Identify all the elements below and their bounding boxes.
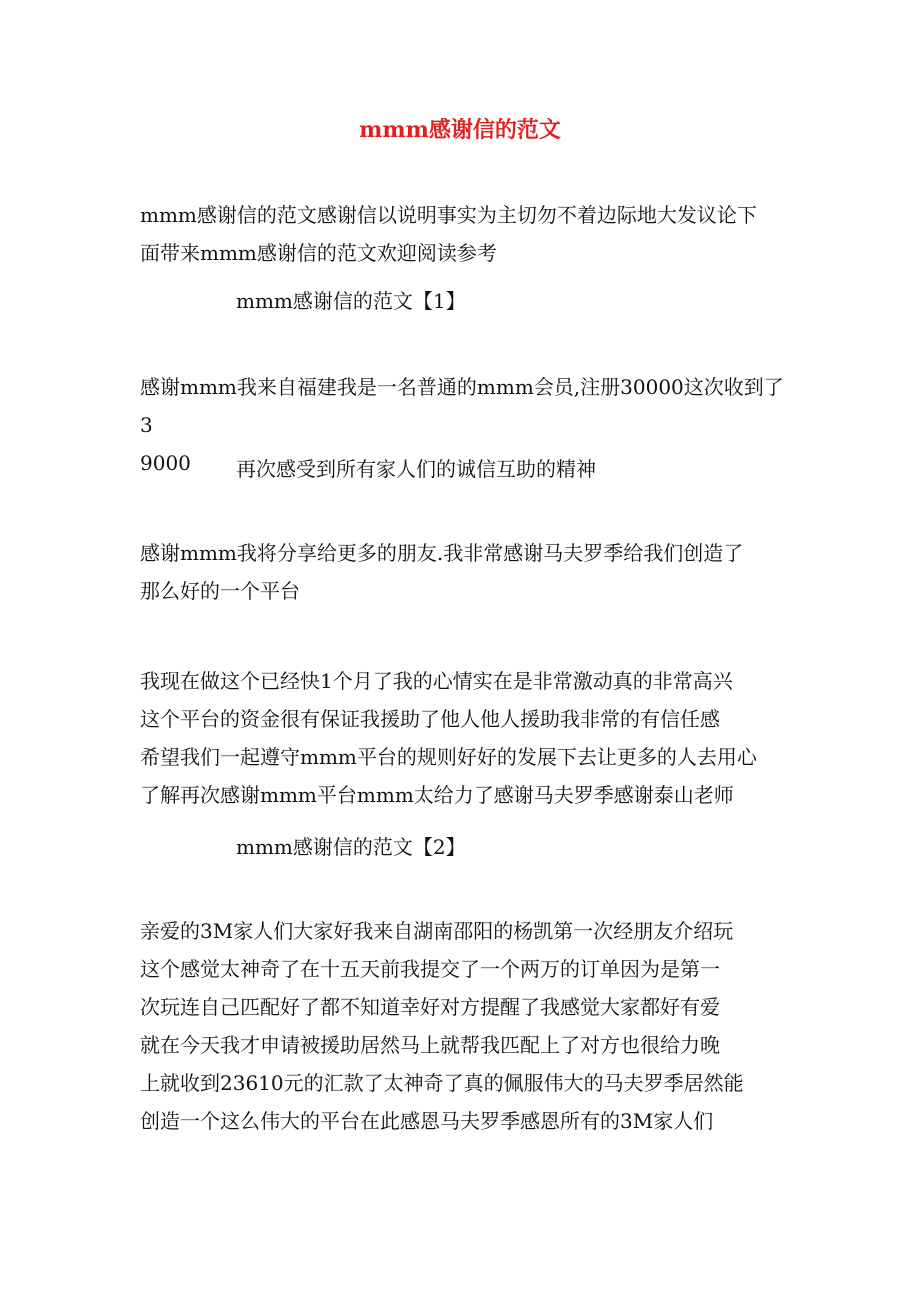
section-heading-1: mmm感谢信的范文【1】 (236, 289, 466, 313)
section-heading-2: mmm感谢信的范文【2】 (236, 835, 466, 859)
letter1-paragraph-2: 再次感受到所有家人们的诚信互助的精神 (236, 457, 596, 481)
letter2-paragraph-1: 亲爱的3M家人们大家好我来自湖南邵阳的杨凯第一次经朋友介绍玩 这个感觉太神奇了在十五天前我提交了一个两万的订单因为是第一 次玩连自己匹配好了都不知道幸好对方提醒了我感觉大家都好有爱 就在今天我才申请被援助居然马上就帮我匹配上了对方也很给力晚 上就收到23610元的汇款了太神奇了真的佩服伟大的马夫罗季居然能 创造一个这么伟大的平台在此感恩马夫罗季感恩所有的3M家人们 (140, 919, 744, 1133)
letter1-paragraph-1: 感谢mmm我来自福建我是一名普通的mmm会员,注册30000这次收到了3 9000 (140, 375, 784, 475)
intro-paragraph: mmm感谢信的范文感谢信以说明事实为主切勿不着边际地大发议论下 面带来mmm感谢信的范文欢迎阅读参考 (140, 203, 757, 265)
document-title: mmm感谢信的范文 (359, 117, 561, 143)
letter1-paragraph-4: 我现在做这个已经快1个月了我的心情实在是非常激动真的非常高兴 这个平台的资金很有保证我援助了他人他人援助我非常的有信任感 希望我们一起遵守mmm平台的规则好好的发展下去让更多的人去用心 了解再次感谢mmm平台mmm太给力了感谢马夫罗季感谢泰山老师 (140, 669, 757, 807)
letter1-paragraph-3: 感谢mmm我将分享给更多的朋友.我非常感谢马夫罗季给我们创造了 那么好的一个平台 (140, 541, 744, 603)
